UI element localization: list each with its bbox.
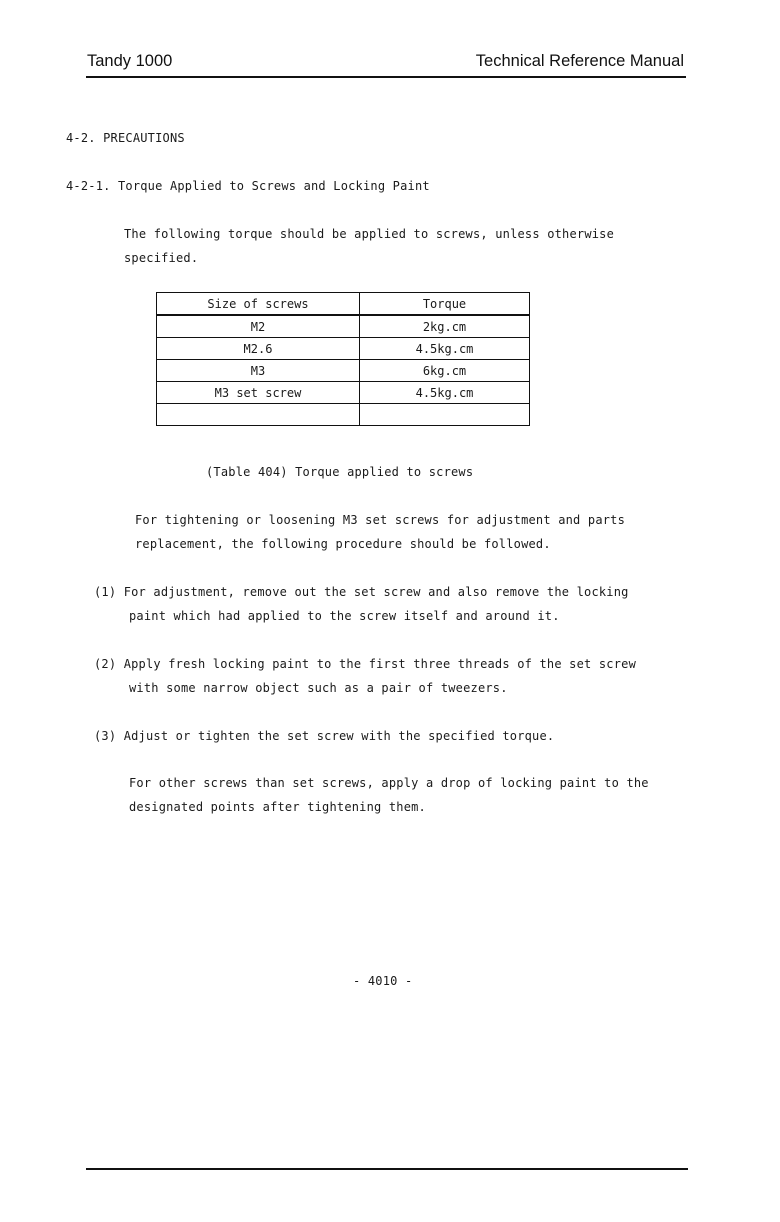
footer-rule (86, 1168, 688, 1170)
para2-line-1: For other screws than set screws, apply a drop of locking paint to the (129, 776, 649, 790)
para2-line-2: designated points after tightening them. (129, 800, 426, 814)
intro-line-2: specified. (124, 251, 199, 265)
header-rule (86, 76, 686, 78)
table-row (157, 404, 530, 426)
header-title: Tandy 1000 (87, 52, 173, 70)
para1-line-1: For tightening or loosening M3 set screws for adjustment and parts (135, 513, 626, 527)
table-cell-size: M3 (157, 360, 360, 382)
intro-line-1: The following torque should be applied to screws, unless otherwise (124, 227, 615, 241)
table-row (157, 315, 530, 338)
table-cell-size: M3 set screw (157, 382, 360, 404)
table-header-torque: Torque (360, 293, 530, 316)
table-cell-torque: 4.5kg.cm (360, 382, 530, 404)
table-cell-size: M2 (157, 315, 360, 338)
para1-line-2: replacement, the following procedure should be followed. (135, 537, 551, 551)
step-1-line-1: (1) For adjustment, remove out the set screw and also remove the locking (94, 585, 629, 599)
table-cell-size: M2.6 (157, 338, 360, 360)
table-cell-torque: 4.5kg.cm (360, 338, 530, 360)
step-2-line-1: (2) Apply fresh locking paint to the first three threads of the set screw (94, 657, 636, 671)
table-cell-torque: 2kg.cm (360, 315, 530, 338)
torque-table (156, 292, 530, 426)
table-cell-torque (360, 404, 530, 426)
subsection-title: 4-2-1. Torque Applied to Screws and Locking Paint (66, 179, 430, 193)
header-manual-name: Technical Reference Manual (475, 52, 684, 70)
table-cell-size (157, 404, 360, 426)
page-number: - 4010 - (353, 974, 413, 988)
table-header-size: Size of screws (157, 293, 360, 316)
table-row (157, 382, 530, 404)
table-header-row (157, 293, 530, 316)
step-1-line-2: paint which had applied to the screw itself and around it. (129, 609, 560, 623)
section-title: 4-2. PRECAUTIONS (66, 131, 185, 145)
table-cell-torque: 6kg.cm (360, 360, 530, 382)
table-row (157, 360, 530, 382)
table-caption: (Table 404) Torque applied to screws (206, 465, 474, 479)
table-row (157, 338, 530, 360)
step-3-line-1: (3) Adjust or tighten the set screw with the specified torque. (94, 729, 555, 743)
step-2-line-2: with some narrow object such as a pair of tweezers. (129, 681, 508, 695)
